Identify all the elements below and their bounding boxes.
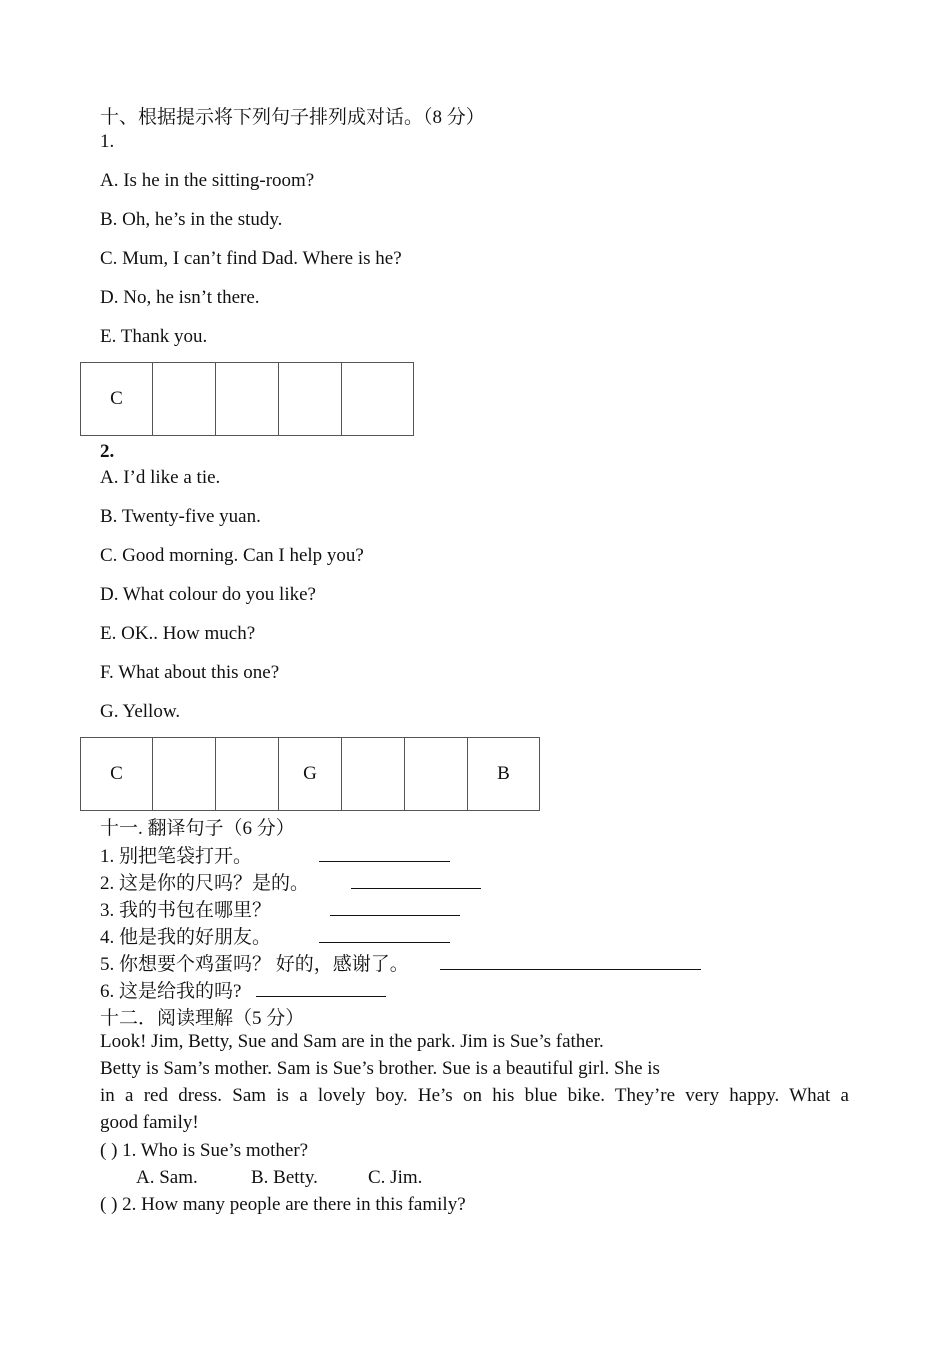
answer-box[interactable]: [279, 363, 342, 436]
option-2d: D. What colour do you like?: [100, 584, 316, 605]
translate-item-3: 3. 我的书包在哪里？: [100, 900, 272, 921]
question-2: ( ) 2. How many people are there in this family?: [100, 1194, 466, 1215]
answer-box[interactable]: C: [81, 738, 153, 811]
answer-line-1[interactable]: [319, 841, 450, 862]
option-2a: A. I’d like a tie.: [100, 467, 221, 488]
section-12-title: 十二．阅读理解（5 分）: [100, 1008, 305, 1029]
translate-item-6: 6. 这是给我的吗?: [100, 981, 242, 1002]
option-2g: G. Yellow.: [100, 701, 181, 722]
choice-b[interactable]: B. Betty.: [251, 1167, 318, 1188]
answer-line-4[interactable]: [319, 922, 450, 943]
answer-box[interactable]: C: [81, 363, 153, 436]
choice-c[interactable]: C. Jim.: [368, 1167, 423, 1188]
section-10-title: 十、根据提示将下列句子排列成对话。（8 分）: [100, 107, 485, 128]
option-1d: D. No, he isn’t there.: [100, 287, 260, 308]
question-1: ( ) 1. Who is Sue’s mother?: [100, 1140, 309, 1161]
answer-box[interactable]: [153, 363, 216, 436]
option-2e: E. OK.. How much?: [100, 623, 256, 644]
section-11-title: 十一. 翻译句子（6 分）: [100, 818, 295, 839]
answer-box[interactable]: B: [468, 738, 540, 811]
option-2c: C. Good morning. Can I help you?: [100, 545, 364, 566]
option-1a: A. Is he in the sitting-room?: [100, 170, 315, 191]
passage-line-2: Betty is Sam’s mother. Sam is Sue’s brother. Sue is a beautiful girl. She is: [100, 1058, 660, 1079]
option-1c: C. Mum, I can’t find Dad. Where is he?: [100, 248, 402, 269]
answer-box[interactable]: [405, 738, 468, 811]
answer-grid-2: [80, 737, 540, 811]
answer-line-3[interactable]: [330, 895, 460, 916]
translate-item-2: 2. 这是你的尺吗？是的。: [100, 873, 310, 894]
answer-box[interactable]: [342, 738, 405, 811]
answer-box[interactable]: [216, 363, 279, 436]
part-2-number: 2.: [100, 441, 115, 462]
answer-grid-1: [80, 362, 414, 436]
option-2f: F. What about this one?: [100, 662, 280, 683]
answer-box[interactable]: [342, 363, 414, 436]
translate-item-1: 1. 别把笔袋打开。: [100, 846, 253, 867]
passage-line-3: in a red dress. Sam is a lovely boy. He’s on his blue bike. They’re very happy. What a: [100, 1085, 849, 1106]
answer-line-2[interactable]: [351, 868, 481, 889]
translate-item-5: 5. 你想要个鸡蛋吗？ 好的，感谢了。: [100, 954, 409, 975]
choice-a[interactable]: A. Sam.: [136, 1167, 198, 1188]
answer-box[interactable]: [153, 738, 216, 811]
answer-line-6[interactable]: [256, 976, 386, 997]
answer-line-5[interactable]: [440, 949, 701, 970]
part-1-number: 1.: [100, 131, 115, 152]
answer-box[interactable]: G: [279, 738, 342, 811]
answer-box[interactable]: [216, 738, 279, 811]
passage-line-4: good family!: [100, 1112, 199, 1133]
translate-item-4: 4. 他是我的好朋友。: [100, 927, 272, 948]
option-1b: B. Oh, he’s in the study.: [100, 209, 283, 230]
option-1e: E. Thank you.: [100, 326, 208, 347]
passage-line-1: Look! Jim, Betty, Sue and Sam are in the park. Jim is Sue’s father.: [100, 1031, 604, 1052]
option-2b: B. Twenty-five yuan.: [100, 506, 261, 527]
